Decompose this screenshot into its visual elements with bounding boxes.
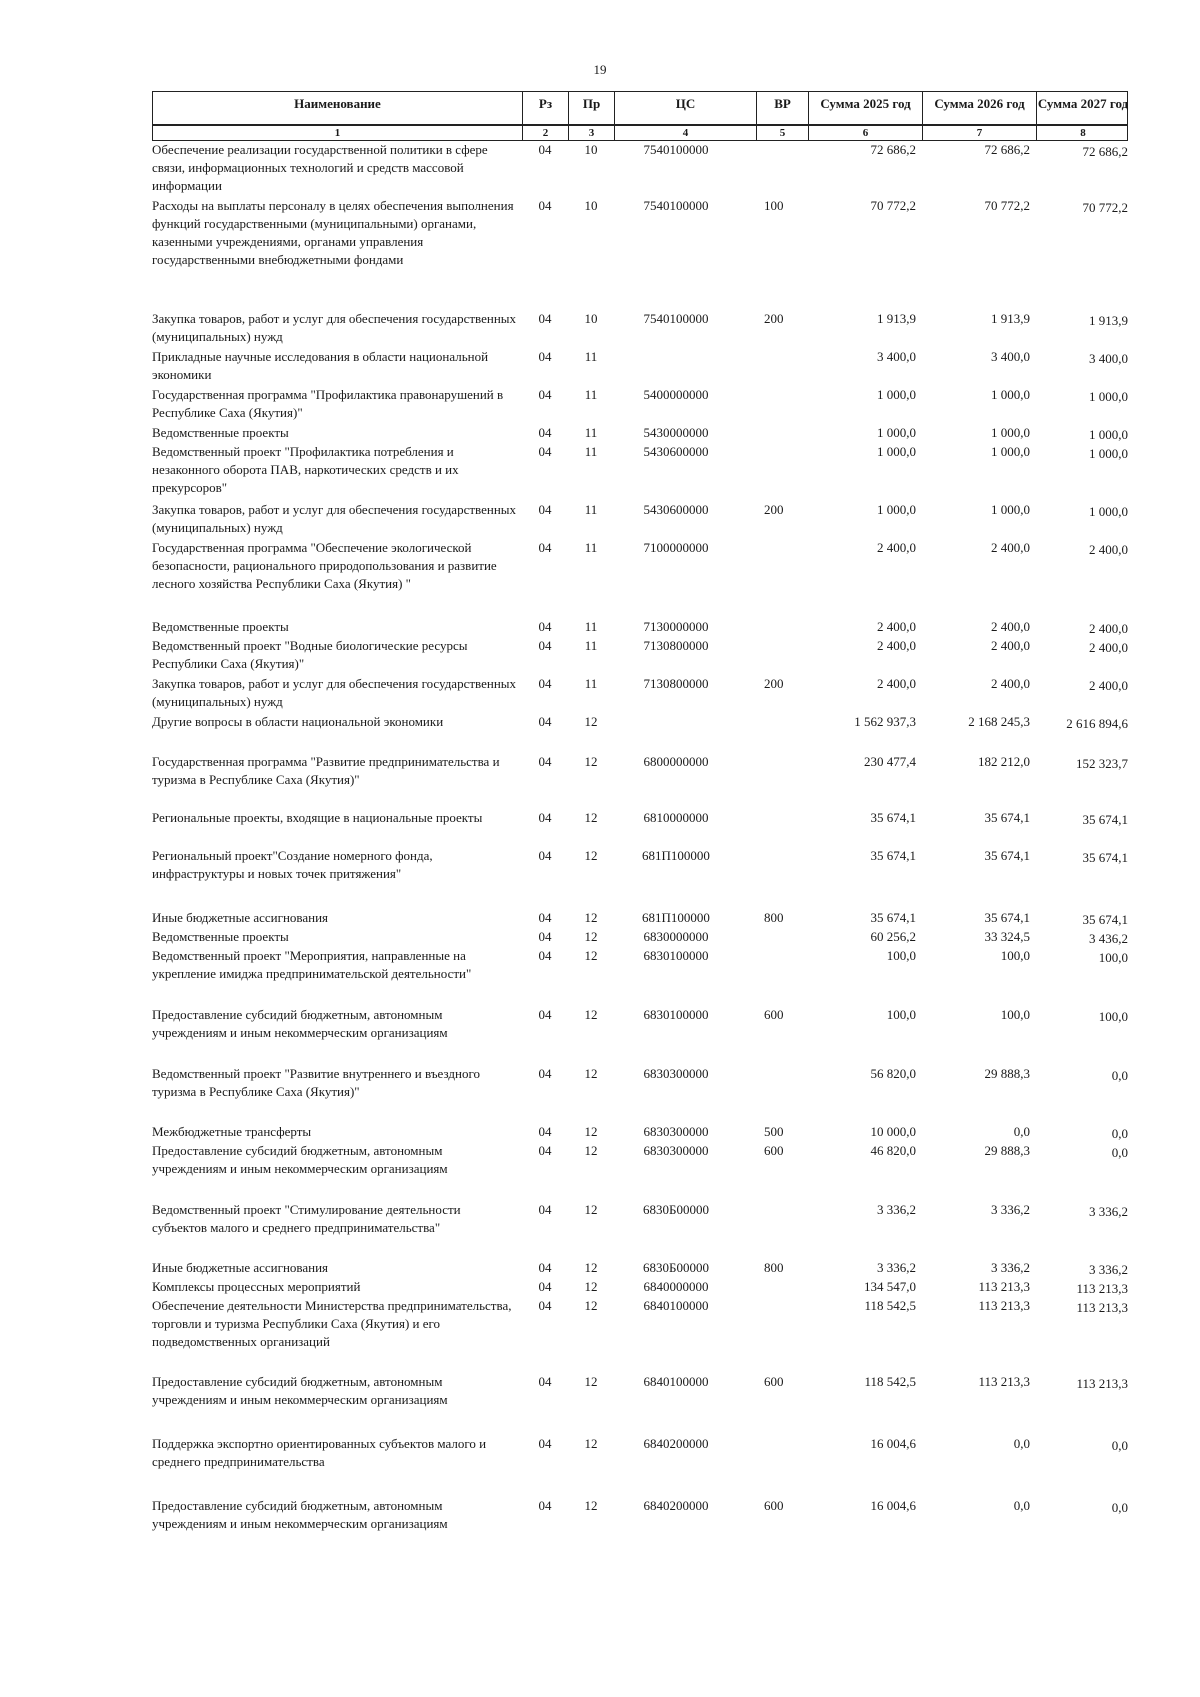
row-rz: 04 <box>538 425 552 440</box>
row-sum-2027: 35 674,1 <box>1082 850 1128 865</box>
row-sum-2027: 113 213,3 <box>1076 1300 1128 1315</box>
table-row <box>152 675 1128 713</box>
row-sum-2027: 3 400,0 <box>1089 351 1128 366</box>
row-sum-2025: 118 542,5 <box>864 1374 916 1389</box>
row-cs: 7540100000 <box>643 198 709 213</box>
row-sum-2027: 113 213,3 <box>1076 1376 1128 1391</box>
row-name: Закупка товаров, работ и услуг для обеспечения государственных (муниципальных) нужд <box>152 311 517 344</box>
row-pr: 12 <box>584 1260 598 1275</box>
row-sum-2025: 1 000,0 <box>877 444 916 459</box>
row-vr <box>756 386 808 424</box>
row-cs <box>614 348 756 386</box>
row-pr: 12 <box>584 1007 598 1022</box>
row-sum-2025: 2 400,0 <box>877 619 916 634</box>
row-name: Комплексы процессных мероприятий <box>152 1279 361 1294</box>
row-sum-2026: 113 213,3 <box>978 1298 1030 1313</box>
header-2026: Сумма 2026 год <box>923 92 1037 124</box>
row-cs: 5430000000 <box>643 425 709 440</box>
row-rz: 04 <box>538 810 552 825</box>
row-cs: 6830100000 <box>643 1007 709 1022</box>
row-rz: 04 <box>538 848 552 863</box>
row-rz: 04 <box>538 1007 552 1022</box>
table-row <box>152 928 1128 947</box>
row-rz: 04 <box>538 638 552 653</box>
header-cs: ЦС <box>615 92 757 124</box>
row-sum-2025: 3 336,2 <box>877 1202 916 1217</box>
row-name: Закупка товаров, работ и услуг для обеспечения государственных (муниципальных) нужд <box>152 676 517 709</box>
row-sum-2027: 100,0 <box>1098 950 1128 965</box>
row-rz: 04 <box>538 540 552 555</box>
row-sum-2026: 35 674,1 <box>984 848 1030 863</box>
row-rz: 04 <box>538 1202 552 1217</box>
row-sum-2026: 100,0 <box>1000 1007 1030 1022</box>
header-2027: Сумма 2027 год <box>1037 96 1129 111</box>
row-name: Ведомственный проект "Развитие внутреннего и въездного туризма в Республике Саха (Якутия)" <box>152 1066 480 1099</box>
row-sum-2026: 2 400,0 <box>991 619 1030 634</box>
row-rz: 04 <box>538 1279 552 1294</box>
row-sum-2026: 0,0 <box>1013 1436 1030 1451</box>
row-cs: 6810000000 <box>643 810 709 825</box>
row-sum-2025: 1 913,9 <box>877 311 916 326</box>
table-row <box>152 1278 1128 1297</box>
row-vr <box>756 424 808 444</box>
budget-table <box>152 91 1128 1537</box>
column-number: 6 <box>809 126 923 140</box>
table-header <box>152 91 1128 124</box>
table-row <box>152 947 1128 1006</box>
column-number: 2 <box>523 126 569 140</box>
row-pr: 11 <box>584 540 598 555</box>
row-pr: 12 <box>584 1374 598 1389</box>
row-rz: 04 <box>538 714 552 729</box>
row-pr: 12 <box>584 929 598 944</box>
row-sum-2027: 100,0 <box>1098 1009 1128 1024</box>
row-sum-2027: 3 336,2 <box>1089 1262 1128 1277</box>
row-sum-2026: 1 000,0 <box>991 502 1030 517</box>
row-vr: 800 <box>764 910 784 925</box>
row-cs: 6830300000 <box>643 1143 709 1158</box>
row-pr: 11 <box>584 444 598 459</box>
row-cs: 6830100000 <box>643 948 709 963</box>
table-body <box>152 141 1128 1537</box>
table-row <box>152 909 1128 928</box>
row-cs: 7130800000 <box>643 638 709 653</box>
row-sum-2025: 2 400,0 <box>877 540 916 555</box>
row-cs: 6840200000 <box>643 1436 709 1451</box>
row-rz: 04 <box>538 502 552 517</box>
row-vr <box>756 1278 808 1298</box>
row-name: Предоставление субсидий бюджетным, автономным учреждениям и иным некоммерческим организациям <box>152 1143 448 1176</box>
row-sum-2026: 0,0 <box>1013 1124 1030 1139</box>
row-sum-2027: 3 436,2 <box>1089 931 1128 946</box>
column-numbers <box>152 124 1128 141</box>
page-number: 19 <box>593 62 607 77</box>
row-vr: 600 <box>764 1007 784 1022</box>
row-sum-2027: 2 400,0 <box>1089 678 1128 693</box>
row-pr: 12 <box>584 1436 598 1451</box>
table-row <box>152 1123 1128 1142</box>
row-sum-2027: 0,0 <box>1111 1126 1128 1141</box>
row-cs: 6830300000 <box>643 1066 709 1081</box>
row-rz: 04 <box>538 1498 552 1513</box>
table-row <box>152 1297 1128 1373</box>
row-sum-2027: 1 000,0 <box>1089 504 1128 519</box>
row-sum-2027: 2 616 894,6 <box>1066 716 1128 731</box>
row-sum-2027: 0,0 <box>1111 1500 1128 1515</box>
table-row <box>152 1006 1128 1065</box>
row-cs: 5400000000 <box>643 387 709 402</box>
table-row <box>152 501 1128 539</box>
table-row <box>152 348 1128 386</box>
table-row <box>152 310 1128 348</box>
column-number: 8 <box>1080 127 1086 139</box>
row-rz: 04 <box>538 676 552 691</box>
row-sum-2025: 230 477,4 <box>864 754 916 769</box>
row-name: Иные бюджетные ассигнования <box>152 1260 329 1275</box>
row-vr <box>756 1065 808 1123</box>
row-sum-2026: 2 400,0 <box>991 540 1030 555</box>
row-cs: 6840000000 <box>643 1279 709 1294</box>
table-row <box>152 713 1128 753</box>
row-pr: 12 <box>584 714 598 729</box>
row-name: Закупка товаров, работ и услуг для обеспечения государственных (муниципальных) нужд <box>152 502 517 535</box>
table-row <box>152 809 1128 847</box>
row-pr: 12 <box>584 1498 598 1513</box>
header-2025: Сумма 2025 год <box>809 92 923 124</box>
row-sum-2027: 35 674,1 <box>1082 912 1128 927</box>
table-row <box>152 1201 1128 1259</box>
row-name: Ведомственные проекты <box>152 929 289 944</box>
row-sum-2026: 35 674,1 <box>984 910 1030 925</box>
row-name: Государственная программа "Развитие предпринимательства и туризма в Республике Саха (Якутия)" <box>152 754 500 787</box>
header-name: Наименование <box>153 92 523 124</box>
row-pr: 12 <box>584 810 598 825</box>
row-cs: 5430600000 <box>643 444 709 459</box>
row-sum-2027: 1 000,0 <box>1089 427 1128 442</box>
row-sum-2025: 16 004,6 <box>870 1498 916 1513</box>
row-name: Предоставление субсидий бюджетным, автономным учреждениям и иным некоммерческим организациям <box>152 1007 448 1040</box>
row-sum-2026: 29 888,3 <box>984 1143 1030 1158</box>
row-sum-2025: 72 686,2 <box>870 142 916 157</box>
row-sum-2025: 2 400,0 <box>877 638 916 653</box>
header-rz: Рз <box>523 92 569 124</box>
table-row <box>152 847 1128 909</box>
table-row <box>152 1497 1128 1537</box>
row-vr: 500 <box>764 1124 784 1139</box>
row-vr <box>756 539 808 618</box>
row-vr <box>756 1201 808 1259</box>
row-pr: 11 <box>584 619 598 634</box>
row-name: Ведомственный проект "Мероприятия, направленные на укрепление имиджа предпринимательской деятельности" <box>152 948 472 981</box>
row-sum-2026: 1 000,0 <box>991 444 1030 459</box>
row-pr: 12 <box>584 910 598 925</box>
row-pr: 12 <box>584 1279 598 1294</box>
row-sum-2025: 2 400,0 <box>877 676 916 691</box>
row-sum-2026: 35 674,1 <box>984 810 1030 825</box>
row-pr: 11 <box>584 638 598 653</box>
row-sum-2027: 1 000,0 <box>1089 389 1128 404</box>
row-sum-2025: 35 674,1 <box>870 810 916 825</box>
row-sum-2027: 2 400,0 <box>1089 542 1128 557</box>
column-number: 7 <box>923 126 1037 140</box>
row-sum-2027: 1 000,0 <box>1089 446 1128 461</box>
row-pr: 12 <box>584 1124 598 1139</box>
row-vr <box>756 713 808 753</box>
row-sum-2025: 1 000,0 <box>877 425 916 440</box>
row-vr <box>756 809 808 847</box>
column-number: 3 <box>569 126 615 140</box>
header-pr: Пр <box>569 92 615 124</box>
row-pr: 12 <box>584 1143 598 1158</box>
row-pr: 11 <box>584 502 598 517</box>
row-rz: 04 <box>538 142 552 157</box>
table-row <box>152 197 1128 310</box>
row-cs: 7130800000 <box>643 676 709 691</box>
row-cs: 7130000000 <box>643 619 709 634</box>
row-vr <box>756 348 808 386</box>
row-pr: 10 <box>584 142 598 157</box>
row-cs: 681П100000 <box>642 910 710 925</box>
row-cs: 7100000000 <box>643 540 709 555</box>
row-sum-2026: 113 213,3 <box>978 1374 1030 1389</box>
row-vr <box>756 947 808 1006</box>
row-vr: 100 <box>764 198 784 213</box>
row-name: Расходы на выплаты персоналу в целях обеспечения выполнения функций государственными (муниципальными) органами, казенными учреждениями, органами управления государственными внебюджетными фондами <box>152 198 514 267</box>
row-rz: 04 <box>538 1066 552 1081</box>
row-sum-2026: 3 400,0 <box>991 349 1030 364</box>
row-vr: 200 <box>764 502 784 517</box>
row-vr <box>756 1297 808 1373</box>
row-sum-2026: 1 913,9 <box>991 311 1030 326</box>
row-sum-2027: 1 913,9 <box>1089 313 1128 328</box>
row-vr: 200 <box>764 311 784 326</box>
table-row <box>152 539 1128 618</box>
row-name: Государственная программа "Обеспечение экологической безопасности, рационального природопользования и развитие лесного хозяйства Республики Саха (Якутия) " <box>152 540 497 591</box>
row-vr <box>756 847 808 909</box>
row-sum-2025: 3 400,0 <box>877 349 916 364</box>
row-cs: 6840200000 <box>643 1498 709 1513</box>
table-row <box>152 386 1128 424</box>
row-vr <box>756 443 808 501</box>
table-row <box>152 424 1128 443</box>
row-cs: 6830Б00000 <box>643 1202 709 1217</box>
table-row <box>152 753 1128 809</box>
row-sum-2025: 100,0 <box>886 1007 916 1022</box>
row-pr: 12 <box>584 848 598 863</box>
row-rz: 04 <box>538 1298 552 1313</box>
row-sum-2025: 100,0 <box>886 948 916 963</box>
row-sum-2026: 113 213,3 <box>978 1279 1030 1294</box>
row-rz: 04 <box>538 311 552 326</box>
row-cs: 7540100000 <box>643 311 709 326</box>
row-sum-2027: 152 323,7 <box>1076 756 1128 771</box>
row-name: Предоставление субсидий бюджетным, автономным учреждениям и иным некоммерческим организациям <box>152 1498 448 1531</box>
row-sum-2027: 113 213,3 <box>1076 1281 1128 1296</box>
row-pr: 11 <box>584 349 598 364</box>
row-sum-2026: 2 168 245,3 <box>968 714 1030 729</box>
row-sum-2026: 1 000,0 <box>991 387 1030 402</box>
row-sum-2026: 70 772,2 <box>984 198 1030 213</box>
table-row <box>152 1065 1128 1123</box>
row-name: Региональный проект"Создание номерного фонда, инфраструктуры и новых точек притяжения" <box>152 848 433 881</box>
column-number: 4 <box>615 126 757 140</box>
row-rz: 04 <box>538 754 552 769</box>
column-number: 1 <box>153 126 523 140</box>
row-name: Ведомственные проекты <box>152 425 289 440</box>
row-sum-2025: 60 256,2 <box>870 929 916 944</box>
row-vr <box>756 753 808 809</box>
row-pr: 12 <box>584 948 598 963</box>
row-vr: 200 <box>764 676 784 691</box>
row-sum-2027: 0,0 <box>1111 1145 1128 1160</box>
row-rz: 04 <box>538 1436 552 1451</box>
row-sum-2025: 1 000,0 <box>877 502 916 517</box>
row-cs: 6830300000 <box>643 1124 709 1139</box>
row-pr: 12 <box>584 1066 598 1081</box>
row-sum-2025: 3 336,2 <box>877 1260 916 1275</box>
row-sum-2026: 1 000,0 <box>991 425 1030 440</box>
row-name: Ведомственный проект "Профилактика потребления и незаконного оборота ПАВ, наркотических средств и их прекурсоров" <box>152 444 459 495</box>
row-vr <box>756 928 808 948</box>
table-row <box>152 141 1128 197</box>
row-sum-2027: 72 686,2 <box>1082 144 1128 159</box>
row-cs: 7540100000 <box>643 142 709 157</box>
row-pr: 12 <box>584 1298 598 1313</box>
row-cs: 6840100000 <box>643 1298 709 1313</box>
row-sum-2027: 35 674,1 <box>1082 812 1128 827</box>
row-name: Межбюджетные трансферты <box>152 1124 312 1139</box>
row-cs: 6840100000 <box>643 1374 709 1389</box>
row-rz: 04 <box>538 1374 552 1389</box>
row-cs: 681П100000 <box>642 848 710 863</box>
row-sum-2025: 35 674,1 <box>870 848 916 863</box>
row-name: Предоставление субсидий бюджетным, автономным учреждениям и иным некоммерческим организациям <box>152 1374 448 1407</box>
row-sum-2026: 2 400,0 <box>991 638 1030 653</box>
row-rz: 04 <box>538 444 552 459</box>
row-sum-2025: 56 820,0 <box>870 1066 916 1081</box>
row-sum-2026: 2 400,0 <box>991 676 1030 691</box>
row-sum-2027: 0,0 <box>1111 1068 1128 1083</box>
row-name: Поддержка экспортно ориентированных субъектов малого и среднего предпринимательства <box>152 1436 487 1469</box>
row-sum-2027: 2 400,0 <box>1089 621 1128 636</box>
row-rz: 04 <box>538 1260 552 1275</box>
row-pr: 11 <box>584 676 598 691</box>
row-pr: 11 <box>584 387 598 402</box>
row-rz: 04 <box>538 948 552 963</box>
row-sum-2026: 3 336,2 <box>991 1202 1030 1217</box>
row-name: Региональные проекты, входящие в национальные проекты <box>152 810 483 825</box>
row-sum-2025: 16 004,6 <box>870 1436 916 1451</box>
row-rz: 04 <box>538 198 552 213</box>
row-sum-2025: 10 000,0 <box>870 1124 916 1139</box>
row-sum-2025: 134 547,0 <box>864 1279 916 1294</box>
row-sum-2025: 46 820,0 <box>870 1143 916 1158</box>
row-name: Прикладные научные исследования в области национальной экономики <box>152 349 489 382</box>
row-name: Ведомственный проект "Стимулирование деятельности субъектов малого и среднего предпринимательства" <box>152 1202 461 1235</box>
row-rz: 04 <box>538 349 552 364</box>
row-pr: 12 <box>584 1202 598 1217</box>
table-row <box>152 1142 1128 1201</box>
row-name: Другие вопросы в области национальной экономики <box>152 714 444 729</box>
row-sum-2026: 72 686,2 <box>984 142 1030 157</box>
row-pr: 12 <box>584 754 598 769</box>
row-sum-2026: 33 324,5 <box>984 929 1030 944</box>
row-vr: 600 <box>764 1143 784 1158</box>
row-sum-2026: 3 336,2 <box>991 1260 1030 1275</box>
row-name: Обеспечение реализации государственной политики в сфере связи, информационных технологий и средств массовой информации <box>152 142 488 193</box>
row-pr: 11 <box>584 425 598 440</box>
row-rz: 04 <box>538 619 552 634</box>
row-vr <box>756 1435 808 1497</box>
row-vr <box>756 618 808 638</box>
row-sum-2025: 1 562 937,3 <box>854 714 916 729</box>
row-rz: 04 <box>538 1143 552 1158</box>
row-pr: 10 <box>584 198 598 213</box>
row-rz: 04 <box>538 929 552 944</box>
row-name: Ведомственный проект "Водные биологические ресурсы Республики Саха (Якутия)" <box>152 638 468 671</box>
row-rz: 04 <box>538 387 552 402</box>
column-number: 5 <box>757 126 809 140</box>
table-row <box>152 637 1128 675</box>
row-vr: 600 <box>764 1374 784 1389</box>
row-vr: 600 <box>764 1498 784 1513</box>
row-vr <box>756 637 808 675</box>
row-sum-2027: 0,0 <box>1111 1438 1128 1453</box>
table-row <box>152 1259 1128 1278</box>
row-sum-2025: 1 000,0 <box>877 387 916 402</box>
row-sum-2025: 35 674,1 <box>870 910 916 925</box>
row-rz: 04 <box>538 1124 552 1139</box>
row-cs: 6830000000 <box>643 929 709 944</box>
row-sum-2025: 118 542,5 <box>864 1298 916 1313</box>
row-cs: 5430600000 <box>643 502 709 517</box>
row-cs: 6830Б00000 <box>643 1260 709 1275</box>
row-sum-2027: 3 336,2 <box>1089 1204 1128 1219</box>
row-rz: 04 <box>538 910 552 925</box>
row-name: Обеспечение деятельности Министерства предпринимательства, торговли и туризма Республики Саха (Якутия) и его подведомственных организаций <box>152 1298 512 1349</box>
table-row <box>152 618 1128 637</box>
row-name: Государственная программа "Профилактика правонарушений в Республике Саха (Якутия)" <box>152 387 504 420</box>
row-sum-2026: 0,0 <box>1013 1498 1030 1513</box>
row-name: Иные бюджетные ассигнования <box>152 910 329 925</box>
table-row <box>152 1373 1128 1435</box>
row-sum-2026: 100,0 <box>1000 948 1030 963</box>
table-row <box>152 443 1128 501</box>
row-name: Ведомственные проекты <box>152 619 289 634</box>
table-row <box>152 1435 1128 1497</box>
row-vr <box>756 141 808 197</box>
row-vr: 800 <box>764 1260 784 1275</box>
row-sum-2027: 70 772,2 <box>1082 200 1128 215</box>
row-sum-2027: 2 400,0 <box>1089 640 1128 655</box>
row-cs: 6800000000 <box>643 754 709 769</box>
row-sum-2025: 70 772,2 <box>870 198 916 213</box>
header-vr: ВР <box>757 92 809 124</box>
row-pr: 10 <box>584 311 598 326</box>
row-sum-2026: 29 888,3 <box>984 1066 1030 1081</box>
row-sum-2026: 182 212,0 <box>978 754 1030 769</box>
row-cs <box>614 713 756 753</box>
